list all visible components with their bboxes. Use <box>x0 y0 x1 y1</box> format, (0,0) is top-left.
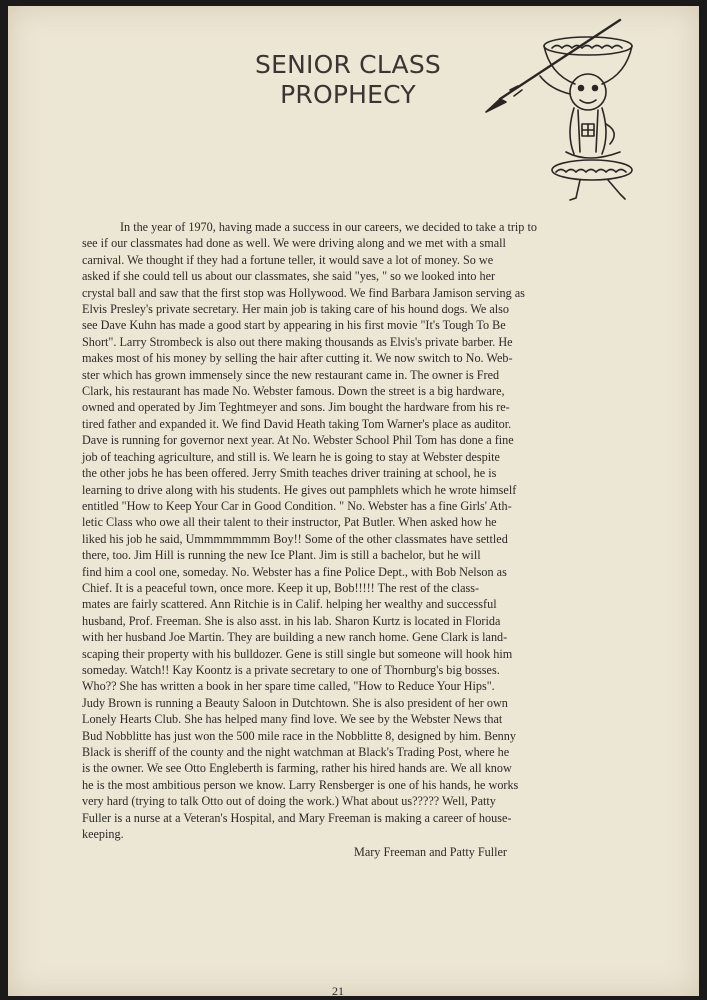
text-line: job of teaching agriculture, and still is. We learn he is going to stay at Webster despite <box>82 449 500 464</box>
title-line-2: PROPHECY <box>280 80 416 109</box>
text-line: keeping. <box>82 827 124 842</box>
text-line: husband, Prof. Freeman. She is also asst. in his lab. Sharon Kurtz is located in Florida <box>82 613 501 628</box>
text-line: Dave is running for governor next year. At No. Webster School Phil Tom has done a fine <box>82 433 514 448</box>
text-line: Fuller is a nurse at a Veteran's Hospital, and Mary Freeman is making a career of house- <box>82 810 512 825</box>
text-line: Lonely Hearts Club. She has helped many find love. We see by the Webster News that <box>82 712 503 727</box>
text-line: ster which has grown immensely since the new restaurant came in. The owner is Fred <box>82 367 500 382</box>
text-line: entitled "How to Keep Your Car in Good Condition. " No. Webster has a fine Girls' Ath- <box>82 498 512 513</box>
page-number: 21 <box>332 984 344 996</box>
text-line: Who?? She has written a book in her spare time called, "How to Reduce Your Hips". <box>82 679 495 694</box>
text-line: letic Class who owe all their talent to their instructor, Pat Butler. When asked how he <box>82 515 497 530</box>
text-line: owned and operated by Jim Teghtmeyer and sons. Jim bought the hardware from his re- <box>82 400 510 415</box>
text-line: someday. Watch!! Kay Koontz is a private secretary to one of Thornburg's big bosses. <box>82 662 500 677</box>
text-line: crystal ball and saw that the first stop was Hollywood. We find Barbara Jamison serving as <box>82 285 525 300</box>
text-line: he is the most ambitious person we know. Larry Rensberger is one of his hands, he works <box>82 777 519 792</box>
text-line: Bud Nobblitte has just won the 500 mile race in the Nobblitte 8, designed by him. Benny <box>82 728 516 743</box>
text-line: there, too. Jim Hill is running the new Ice Plant. Jim is still a bachelor, but he will <box>82 548 481 563</box>
text-line: tired father and expanded it. We find David Heath taking Tom Warner's place as auditor. <box>82 416 512 431</box>
text-line: Judy Brown is running a Beauty Saloon in Dutchtown. She is also president of her own <box>82 695 508 710</box>
text-line: find him a cool one, someday. No. Webster has a fine Police Dept., with Bob Nelson as <box>82 564 507 579</box>
text-line: carnival. We thought if they had a fortune teller, it would save a lot of money. So we <box>82 252 494 267</box>
author-signature: Mary Freeman and Patty Fuller <box>354 845 507 859</box>
text-line: Clark, his restaurant has made No. Webster famous. Down the street is a big hardware, <box>82 384 505 399</box>
title-line-1: SENIOR CLASS <box>255 50 441 79</box>
text-line: Chief. It is a peaceful town, once more. Keep it up, Bob!!!!! The rest of the class- <box>82 580 480 595</box>
text-line: mates are fairly scattered. Ann Ritchie is in Calif. helping her wealthy and successful <box>82 597 497 612</box>
text-line: very hard (trying to talk Otto out of doing the work.) What about us????? Well, Patty <box>82 794 496 809</box>
text-line: Short". Larry Strombeck is also out there making thousands as Elvis's private barber. He <box>82 334 513 349</box>
text-line: see Dave Kuhn has made a good start by appearing in his first movie "It's Tough To Be <box>82 318 506 333</box>
text-line: the other jobs he has been offered. Jerry Smith teaches driver training at school, he is <box>82 466 497 481</box>
text-line: see if our classmates had done as well. We were driving along and we met with a small <box>82 236 506 251</box>
page-title <box>198 50 498 110</box>
text-line: In the year of 1970, having made a success in our careers, we decided to take a trip to <box>120 220 537 234</box>
text-line: Black is sheriff of the county and the night watchman at Black's Trading Post, where he <box>82 745 510 759</box>
text-line: scaping their property with his bulldozer. Gene is still single but someone will hook him <box>82 646 513 661</box>
text-line: is the owner. We see Otto Engleberth is farming, rather his hired hands are. We all know <box>82 761 512 776</box>
yearbook-page <box>8 6 699 996</box>
pencil-mascot-icon <box>470 14 640 214</box>
text-line: with her husband Joe Martin. They are building a new ranch home. Gene Clark is land- <box>82 630 508 645</box>
text-line: liked his job he said, Ummmmmmmm Boy!! Some of the other classmates have settled <box>82 531 508 546</box>
text-line: asked if she could tell us about our classmates, she said "yes, " so we looked into her <box>82 269 496 284</box>
prophecy-text <box>82 219 602 842</box>
text-line: learning to drive along with his students. He gives out pamphlets which he wrote himself <box>82 482 517 497</box>
text-line: Elvis Presley's private secretary. Her main job is taking care of his hound dogs. We also <box>82 302 509 317</box>
text-line: makes most of his money by selling the hair after cutting it. We now switch to No. Web- <box>82 351 513 366</box>
